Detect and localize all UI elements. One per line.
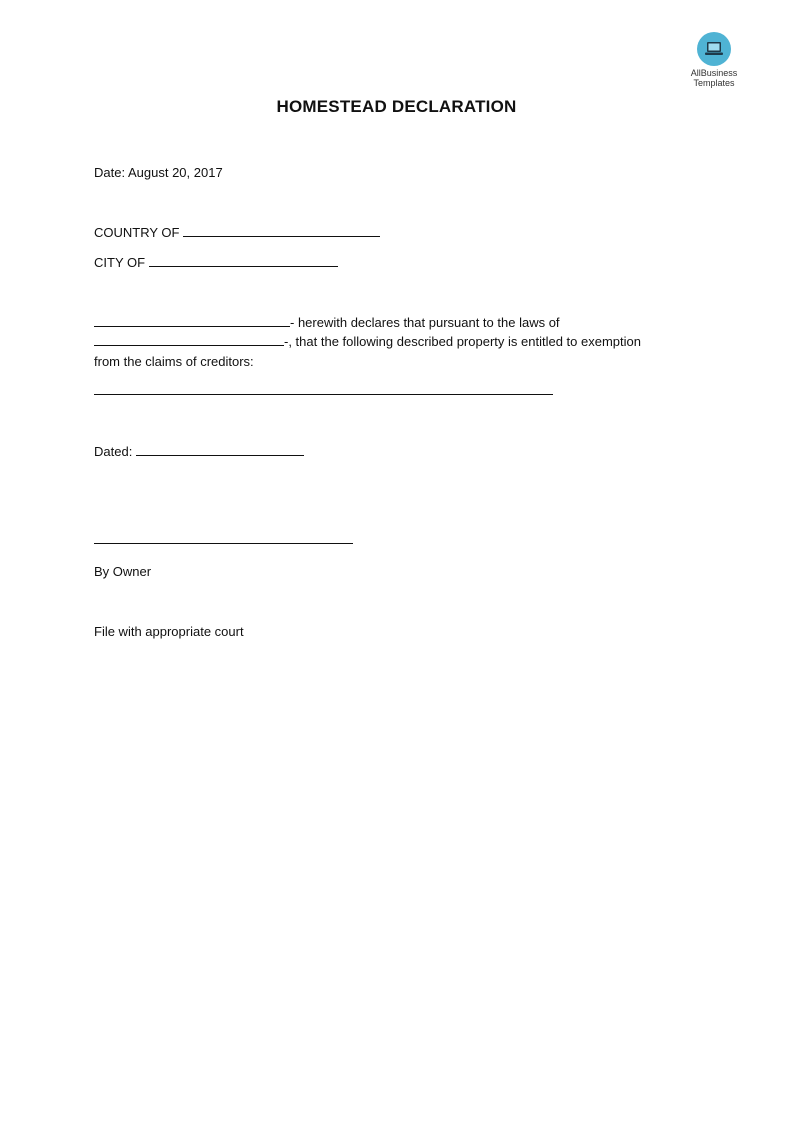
signature-line xyxy=(94,530,353,549)
declaration-line-1 xyxy=(94,313,560,332)
property-line xyxy=(94,381,553,400)
date-line xyxy=(94,163,223,182)
declaration-text-2: -, that the following described property is entitled to exemption xyxy=(284,334,641,349)
declaration-text-1: - herewith declares that pursuant to the laws of xyxy=(290,315,560,330)
dated-label: Dated: xyxy=(94,444,133,459)
filing-note xyxy=(94,622,244,641)
logo-text-line2: Templates xyxy=(693,78,735,88)
signature-blank[interactable] xyxy=(94,530,353,544)
page-title: HOMESTEAD DECLARATION xyxy=(276,97,517,116)
city-label: CITY OF xyxy=(94,255,146,270)
date-label: Date: xyxy=(94,165,126,180)
declaration-line-2 xyxy=(94,332,641,351)
property-blank[interactable] xyxy=(94,381,553,395)
country-line xyxy=(94,223,380,242)
dated-line xyxy=(94,442,304,461)
brand-logo xyxy=(682,32,746,88)
date-value: August 20, 2017 xyxy=(127,165,223,180)
jurisdiction-blank[interactable] xyxy=(94,332,284,346)
declaration-text-3: from the claims of creditors: xyxy=(94,354,254,369)
dated-blank[interactable] xyxy=(136,442,304,456)
signature-caption xyxy=(94,562,151,581)
laptop-icon xyxy=(697,32,731,66)
country-blank[interactable] xyxy=(183,223,380,237)
declaration-line-3 xyxy=(94,352,254,371)
declarant-blank[interactable] xyxy=(94,313,290,327)
filing-note-text: File with appropriate court xyxy=(94,624,244,639)
city-blank[interactable] xyxy=(149,253,338,267)
city-line xyxy=(94,253,338,272)
logo-text-line1: AllBusiness xyxy=(690,68,738,78)
by-owner-label: By Owner xyxy=(94,564,152,579)
country-label: COUNTRY OF xyxy=(94,225,180,240)
